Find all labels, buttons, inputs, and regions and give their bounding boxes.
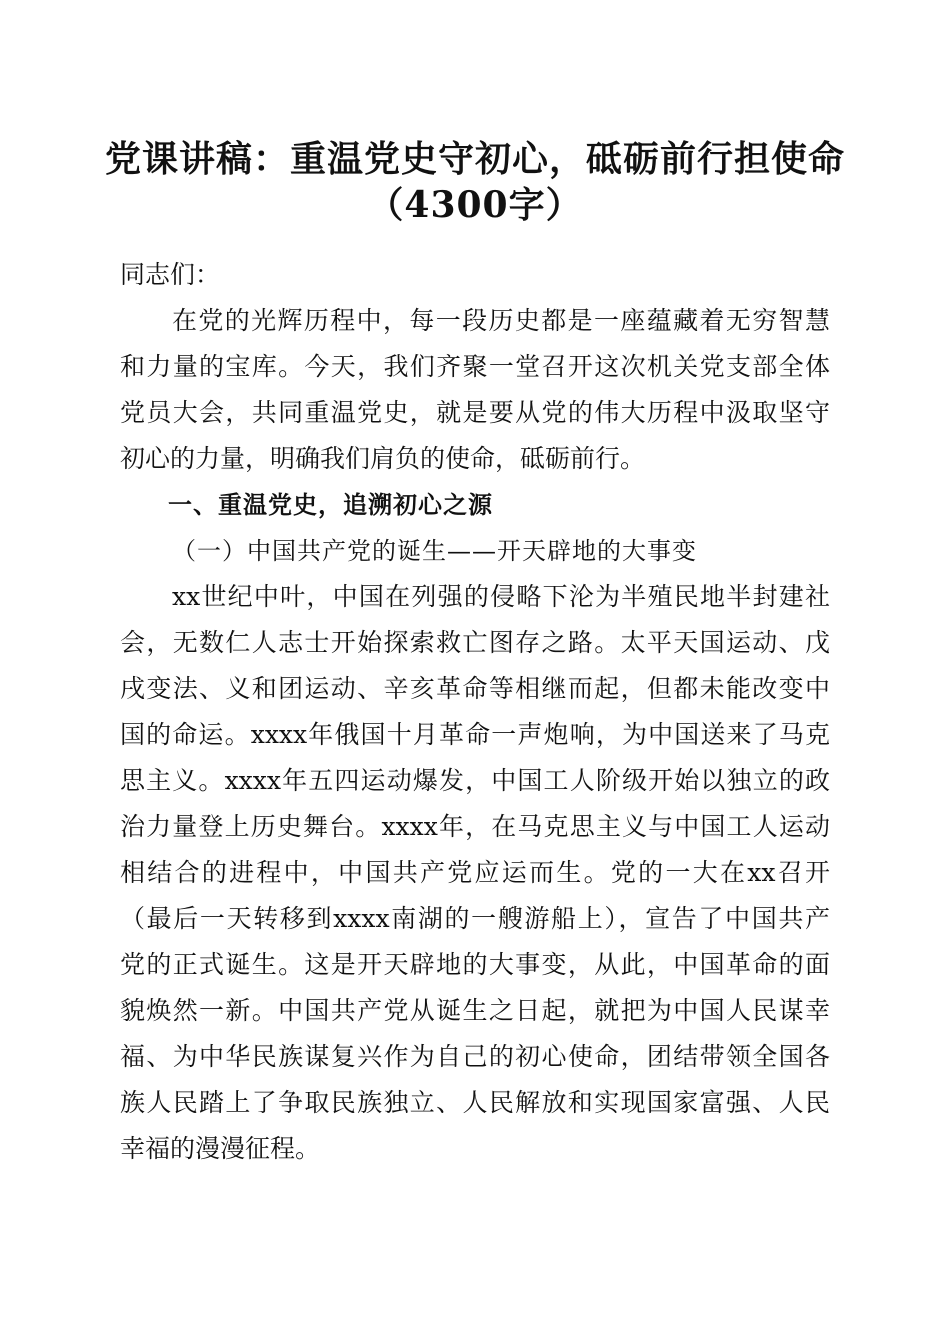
paragraph-line: xx世纪中叶，中国在列强的侵略下沦为半殖民地半封建社 xyxy=(172,582,830,611)
paragraph-line: 会，无数仁人志士开始探索救亡图存之路。太平天国运动、戊 xyxy=(120,628,830,657)
intro-line: 初心的力量，明确我们肩负的使命，砥砺前行。 xyxy=(120,444,646,473)
salutation: 同志们： xyxy=(120,260,221,289)
paragraph-line: 党的正式诞生。这是开天辟地的大事变，从此，中国革命的面 xyxy=(120,950,830,979)
intro-line: 党员大会，共同重温党史，就是要从党的伟大历程中汲取坚守 xyxy=(120,398,830,427)
paragraph-line: 貌焕然一新。中国共产党从诞生之日起，就把为中国人民谋幸 xyxy=(120,996,830,1025)
paragraph-line: 相结合的进程中，中国共产党应运而生。党的一大在xx召开 xyxy=(120,858,830,887)
paragraph-line: （最后一天转移到xxxx南湖的一艘游船上），宣告了中国共产 xyxy=(120,904,830,933)
paragraph-line: 幸福的漫漫征程。 xyxy=(120,1134,321,1163)
document-title xyxy=(90,136,860,228)
paragraph-line: 国的命运。xxxx年俄国十月革命一声炮响，为中国送来了马克 xyxy=(120,720,830,749)
paragraph-line: 戌变法、义和团运动、辛亥革命等相继而起，但都未能改变中 xyxy=(120,674,830,703)
document-body xyxy=(120,252,830,1172)
intro-line: 和力量的宝库。今天，我们齐聚一堂召开这次机关党支部全体 xyxy=(120,352,830,381)
paragraph-line: 治力量登上历史舞台。xxxx年，在马克思主义与中国工人运动 xyxy=(120,812,830,841)
section-heading: 一、重温党史，追溯初心之源 xyxy=(168,491,493,519)
intro-line: 在党的光辉历程中，每一段历史都是一座蕴藏着无穷智慧 xyxy=(172,306,830,335)
paragraph-line: 族人民踏上了争取民族独立、人民解放和实现国家富强、人民 xyxy=(120,1088,830,1117)
paragraph-line: 思主义。xxxx年五四运动爆发，中国工人阶级开始以独立的政 xyxy=(120,766,830,795)
title-word-count-line: （4300字） xyxy=(367,184,583,226)
subsection-heading: （一）中国共产党的诞生——开天辟地的大事变 xyxy=(172,537,697,565)
paragraph-line: 福、为中华民族谋复兴作为自己的初心使命，团结带领全国各 xyxy=(120,1042,830,1071)
title-main-line: 党课讲稿：重温党史守初心，砥砺前行担使命 xyxy=(104,138,845,180)
